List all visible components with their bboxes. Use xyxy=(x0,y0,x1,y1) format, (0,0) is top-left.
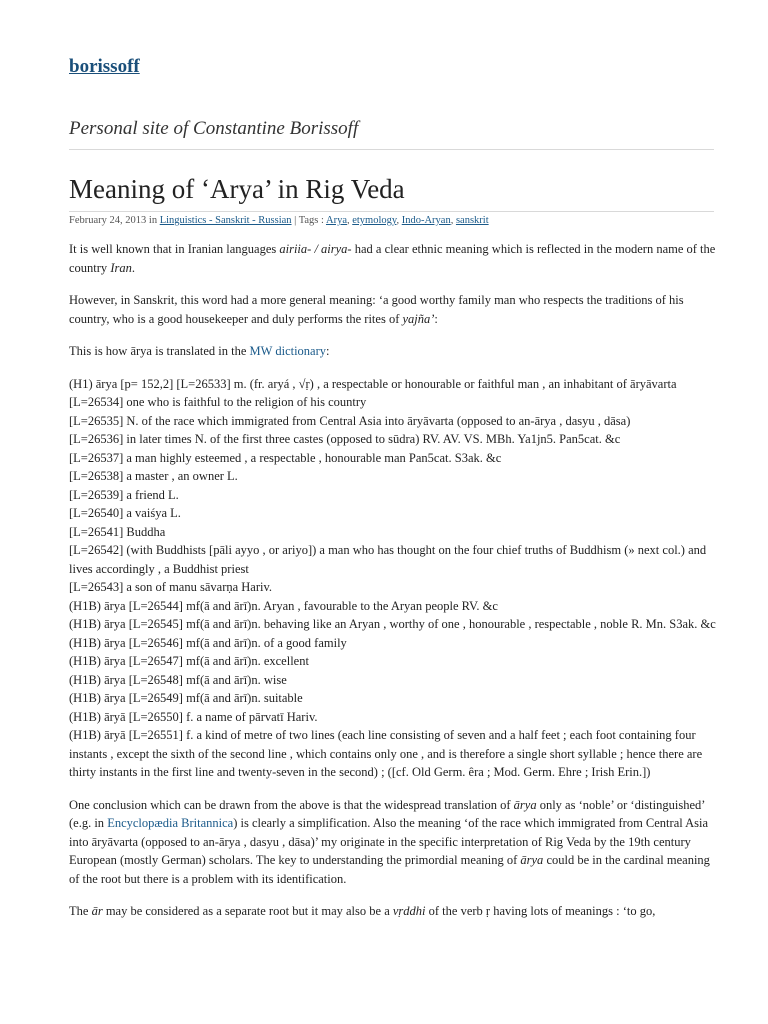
dict-line: [L=26538] a master , an owner L. xyxy=(69,469,238,483)
post-content xyxy=(69,240,717,935)
dictionary-entries xyxy=(69,375,717,782)
tags-label: | Tags : xyxy=(294,215,324,226)
tag-link-etymology[interactable]: etymology xyxy=(352,215,397,226)
tag-link-arya[interactable]: Arya xyxy=(325,215,347,226)
dict-line: [L=26542] (with Buddhists [pāli ayyo , or ariyo]) a man who has thought on the four chief truths of Buddhism (» next col.) and lives accordingly , a Buddhist priest xyxy=(69,543,707,576)
site-title-link[interactable]: borissoff xyxy=(69,56,140,77)
dict-line: (H1B) ārya [L=26545] mf(ā and ārī)n. behaving like an Aryan , worthy of one , honourable , respectable , noble R. Mn. S3ak. &c xyxy=(69,617,716,631)
paragraph-3: This is how ārya is translated in the MW dictionary: xyxy=(69,344,330,358)
dict-line: [L=26541] Buddha xyxy=(69,524,166,539)
dict-line: [L=26543] a son of manu sāvarṇa Hariv. xyxy=(69,580,273,594)
dict-line: (H1) ārya [p= 152,2] [L=26533] m. (fr. aryá , √ṛ) , a respectable or honourable or faithful man , an inhabitant of āryāvarta xyxy=(69,376,677,391)
dict-line: (H1B) ārya [L=26544] mf(ā and ārī)n. Aryan , favourable to the Aryan people RV. &c xyxy=(69,598,498,613)
dict-line: [L=26537] a man highly esteemed , a respectable , honourable man Pan5cat. S3ak. &c xyxy=(69,450,502,465)
paragraph-1: It is well known that in Iranian languages airiia- / airya- had a clear ethnic meaning which is reflected in the modern name of the country Iran. xyxy=(69,242,716,275)
paragraph-2: However, in Sanskrit, this word had a more general meaning: ‘a good worthy family man who respects the traditions of his country, who is a good housekeeper and duly performs the rites of yajña’: xyxy=(69,293,684,326)
title-divider xyxy=(69,211,714,212)
post-title: Meaning of ‘Arya’ in Rig Veda xyxy=(69,174,405,204)
dict-line: (H1B) ārya [L=26548] mf(ā and ārī)n. wise xyxy=(69,672,287,687)
paragraph-4: One conclusion which can be drawn from the above is that the widespread translation of ārya only as ‘noble’ or ‘distinguished’ (e.g. in Encyclopædia Britannica) is clearly a simplification. Also the meaning ‘of the race which immigrated from Central Asia into āryāvarta (opposed to an-ārya , dasyu , dāsa)’ my originate in the specific interpretation of Rig Veda by the 19th century European (mostly German) scholars. The key to understanding the primordial meaning of ārya could be in the cardinal meaning of the root but there is a problem with its identification. xyxy=(69,797,710,886)
dict-line: (H1B) ārya [L=26547] mf(ā and ārī)n. excellent xyxy=(69,654,309,668)
dict-line: (H1B) ārya [L=26546] mf(ā and ārī)n. of a good family xyxy=(69,635,347,650)
site-description: Personal site of Constantine Borissoff xyxy=(69,118,359,139)
post-date: February 24, 2013 in xyxy=(69,215,158,226)
dict-line: [L=26540] a vaiśya L. xyxy=(69,506,181,520)
category-link[interactable]: Linguistics - Sanskrit - Russian xyxy=(159,215,292,226)
tag-link-sanskrit[interactable]: sanskrit xyxy=(455,215,489,226)
dict-line: (H1B) āryā [L=26551] f. a kind of metre of two lines (each line consisting of seven and a half feet ; each foot containing four instants , except the sixth of the second line , which contains only one , and is therefore a single short syllable ; hence there are thirty instants in the first line and twenty-seven in the second) ; ([cf. Old Germ. êra ; Mod. Germ. Ehre ; Irish Erin.]) xyxy=(69,728,703,779)
mw-dictionary-link[interactable]: MW dictionary xyxy=(249,344,327,358)
dict-line: (H1B) ārya [L=26549] mf(ā and ārī)n. suitable xyxy=(69,691,303,705)
tag-link-indo-aryan[interactable]: Indo-Aryan xyxy=(401,215,451,226)
dict-line: (H1B) āryā [L=26550] f. a name of pārvatī Hariv. xyxy=(69,709,318,724)
dict-line: [L=26534] one who is faithful to the religion of his country xyxy=(69,395,367,409)
britannica-link[interactable]: Encyclopædia Britannica xyxy=(107,816,234,830)
dict-line: [L=26536] in later times N. of the first three castes (opposed to sūdra) RV. AV. VS. MBh. Ya1jn5. Pan5cat. &c xyxy=(69,432,621,446)
dict-line: [L=26535] N. of the race which immigrated from Central Asia into āryāvarta (opposed to an-ārya , dasyu , dāsa) xyxy=(69,413,631,428)
paragraph-5: The ār may be considered as a separate root but it may also be a vṛddhi of the verb ṛ having lots of meanings : ‘to go, xyxy=(69,904,656,918)
header-divider xyxy=(69,149,714,150)
dict-line: [L=26539] a friend L. xyxy=(69,487,179,502)
post-meta: February 24, 2013 in Linguistics - Sanskrit - Russian | Tags : Arya, etymology, Indo-Aryan, sanskrit xyxy=(69,215,489,226)
